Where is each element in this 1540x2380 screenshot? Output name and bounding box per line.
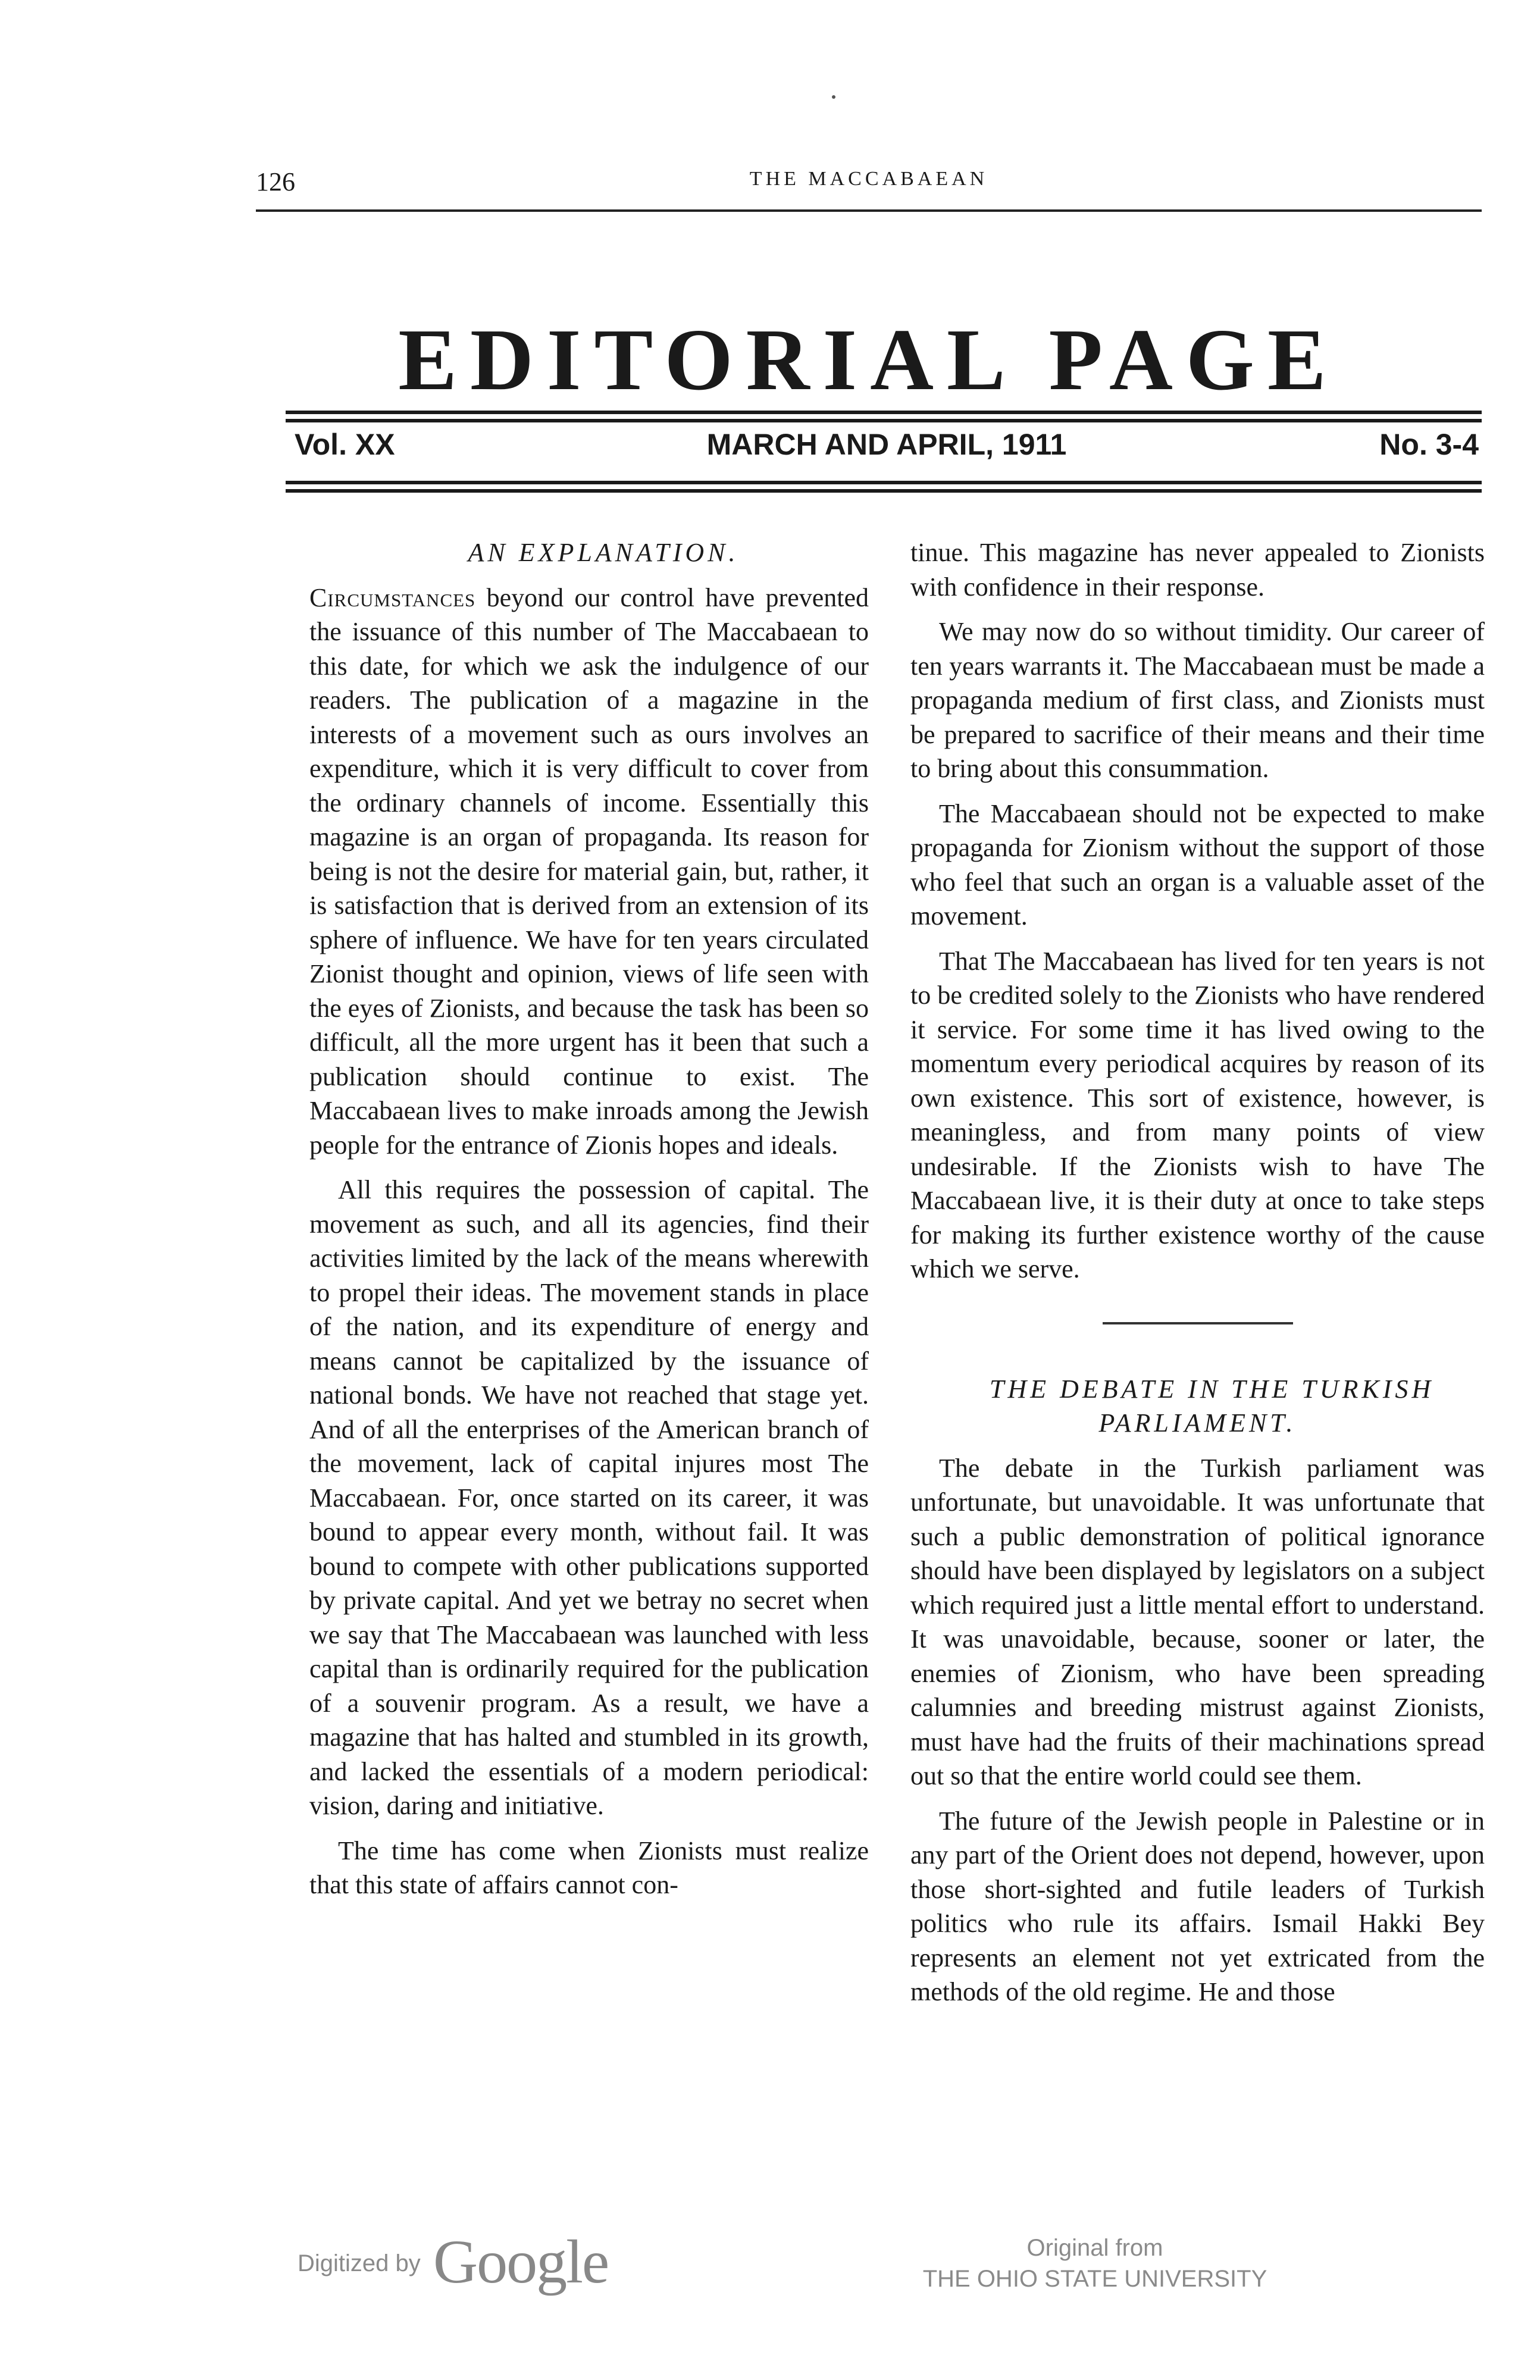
left-column — [309, 536, 869, 1913]
article-paragraph: The Maccabaean should not be expected to make propaganda for Zionism without the support of those who feel that such an organ is a valuable asset of the movement. — [910, 798, 1485, 931]
volume-label: Vol. XX — [295, 428, 395, 461]
section-heading-turkish-debate: THE DEBATE IN THE TURKISH PARLIAMENT. — [989, 1374, 1435, 1438]
running-head: THE MACCABAEAN — [749, 168, 988, 190]
article-paragraph: That The Maccabaean has lived for ten years is not to be credited solely to the Zionists who have rendered it service. For some time it has lived owing to the momentum every periodical acquires by reason of its own existence. This sort of existence, however, is meaningless, and from many points of view undesirable. If the Zionists wish to have The Maccabaean live, it is their duty at once to take steps for making its further existence worthy of the cause which we serve. — [910, 946, 1485, 1283]
issue-number: No. 3-4 — [1379, 428, 1479, 461]
masthead-bottom-rule — [286, 481, 1482, 497]
article-paragraph — [309, 581, 869, 1163]
section-divider — [1103, 1322, 1293, 1324]
provenance-note — [881, 2232, 1309, 2294]
masthead-top-rule — [286, 411, 1482, 427]
header-rule — [256, 209, 1482, 212]
google-logo: Google — [433, 2228, 609, 2296]
article-paragraph: The time has come when Zionists must realize that this state of affairs cannot con- — [309, 1836, 869, 1899]
article-paragraph: We may now do so without timidity. Our career of ten years warrants it. The Maccabaean must be made a propaganda medium of first class, and Zionists must be prepared to sacrifice of their means and their time to bring about this consummation. — [910, 617, 1485, 783]
section-heading-explanation: AN EXPLANATION. — [468, 538, 739, 567]
digitized-by-label: Digitized by — [298, 2250, 421, 2276]
issue-date: MARCH AND APRIL, 1911 — [706, 428, 1067, 461]
right-column — [910, 536, 1485, 2020]
article-paragraph: The future of the Jewish people in Palestine or in any part of the Orient does not depend, however, upon those short-sighted and futile leaders of Turkish politics who rule its affairs. Ismail Hakki Bey represents an element not yet extricated from the methods of the old regime. He and those — [910, 1806, 1485, 2006]
article-paragraph: The debate in the Turkish parliament was unfortunate, but unavoidable. It was unfortunate that such a public demonstration of political ignorance should have been displayed by legislators on a subject which required just a little mental effort to understand. It was unavoidable, because, sooner or later, the enemies of Zionism, who have been spreading calumnies and breeding mistrust against Zionists, must have had the fruits of their machinations spread out so that the entire world could see them. — [910, 1453, 1485, 1790]
masthead — [295, 427, 1479, 469]
page-title: EDITORIAL PAGE — [398, 311, 1339, 409]
paragraph-text: beyond our control have prevented the issuance of this number of The Maccabaean to this date, for which we ask the indulgence of our readers. The publication of a magazine in the interests of a movement such as ours involves an expenditure, which it is very difficult to cover from the ordinary channels of income. Essentially this magazine is an organ of propaganda. Its reason for being is not the desire for material gain, but, rather, it is satisfaction that is derived from an extension of its sphere of influence. We have for ten years circulated Zionist thought and opinion, views of life seen with the eyes of Zionists, and because the task has been so difficult, all the more urgent has it been that such a publication should continue to exist. The Maccabaean lives to make inroads among the Jewish people for the entrance of Zionis hopes and ideals. — [309, 583, 869, 1160]
institution-name: THE OHIO STATE UNIVERSITY — [922, 2266, 1267, 2292]
original-from-label: Original from — [1026, 2235, 1163, 2261]
print-speck — [832, 95, 835, 99]
page-number: 126 — [256, 167, 295, 196]
article-paragraph: tinue. This magazine has never appealed to Zionists with confidence in their response. — [910, 538, 1485, 602]
page-header — [256, 167, 1482, 202]
article-paragraph: All this requires the possession of capital. The movement as such, and all its agencies, find their activities limited by the lack of the means wherewith to propel their ideas. The movement stands in place of the nation, and its expenditure of energy and means cannot be capitalized by the issuance of national bonds. We have not reached that stage yet. And of all the enterprises of the American branch of the movement, lack of capital injures most The Maccabaean. For, once started on its career, it was bound to appear every month, without fail. It was bound to compete with other publications supported by private capital. And yet we betray no secret when we say that The Maccabaean was launched with less capital than is ordinarily required for the publication of a souvenir program. As a result, we have a magazine that has halted and stumbled in its growth, and lacked the essentials of a modern periodical: vision, daring and initiative. — [309, 1175, 869, 1820]
drop-lead-word: Circumstances — [309, 583, 476, 612]
